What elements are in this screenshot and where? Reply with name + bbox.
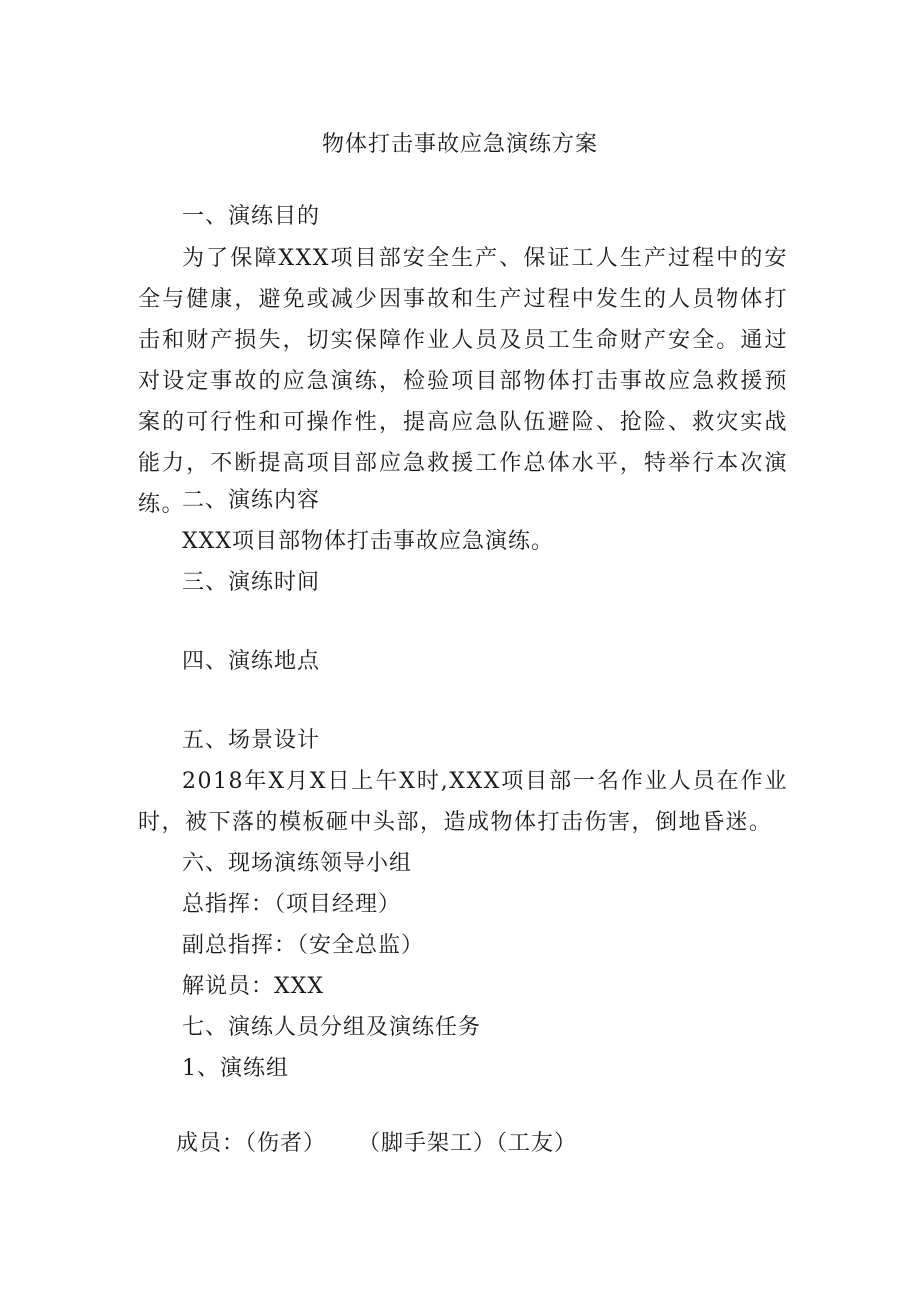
section-heading-groups: 七、演练人员分组及演练任务: [182, 1015, 482, 1040]
section-heading-leadership: 六、现场演练领导小组: [182, 851, 413, 876]
leadership-commander: 总指挥：（项目经理）: [182, 892, 402, 917]
section-heading-location: 四、演练地点: [182, 649, 321, 674]
section-heading-content: 二、演练内容: [182, 488, 321, 513]
section-body-purpose: 为了保障XXX项目部安全生产、保证工人生产过程中的安全与健康，避免或减少因事故和生产过程中发生的人员物体打击和财产损失，切实保障作业人员及员工生命财产安全。通过对设定事故的应急演练，检验项目部物体打击事故应急救援预案的可行性和可操作性，提高应急队伍避险、抢险、救灾实战能力，不断提高项目部应急救援工作总体水平，特举行本次演练。: [138, 246, 788, 517]
section-heading-scenario: 五、场景设计: [182, 728, 321, 753]
section-heading-purpose: 一、演练目的: [182, 204, 321, 229]
leadership-deputy-commander: 副总指挥：（安全总监）: [182, 933, 425, 958]
group-heading-drill: 1、演练组: [182, 1056, 289, 1081]
section-body-content: XXX项目部物体打击事故应急演练。: [182, 529, 554, 554]
leadership-narrator: 解说员：XXX: [182, 974, 324, 999]
group-members-drill: 成员：（伤者） （脚手架工）（工友）: [176, 1131, 577, 1156]
section-heading-time: 三、演练时间: [182, 570, 321, 595]
document-title: 物体打击事故应急演练方案: [321, 132, 598, 157]
section-body-scenario: 2018年X月X日上午X时,XXX项目部一名作业人员在作业时，被下落的模板砸中头部，造成物体打击伤害，倒地昏迷。: [138, 769, 788, 835]
